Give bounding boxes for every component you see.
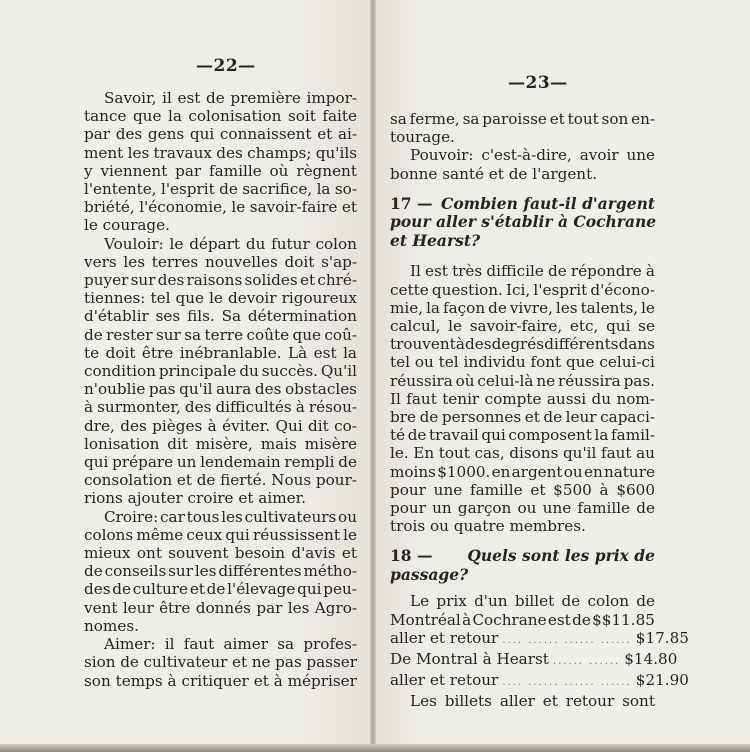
text-line: tance que la colonisation soit faite: [84, 107, 357, 126]
text-line: son temps à critiquer et à mépriser: [84, 671, 357, 690]
text-line: dre, des pièges à éviter. Qui dit co-: [84, 416, 357, 435]
price-label: aller et retour: [390, 628, 499, 647]
page-number-left: —22—: [196, 56, 256, 76]
price-amount: $21.90: [635, 671, 689, 690]
text-line: y viennent par famille où règnent: [84, 161, 357, 180]
text-line: Aimer: il faut aimer sa profes-: [104, 635, 357, 654]
text-line: bre de personnes et de leur capaci-: [390, 407, 655, 426]
text-line: nomes.: [84, 616, 139, 635]
text-line: sa ferme, sa paroisse et tout son en-: [390, 110, 655, 128]
text-line: l'entente, l'esprit de sacrifice, la so-: [84, 180, 357, 199]
text-line: té de travail qui composent la famil-: [390, 426, 655, 445]
question-text: Combien faut-il d'argent: [441, 193, 655, 213]
leader-dots: ...... ......: [552, 655, 621, 667]
text-line: te doit être inébranlable. Là est la: [84, 343, 357, 362]
right-page-text: [390, 110, 689, 711]
text-line: Montréal à Cochrane est de $$11.85: [390, 610, 655, 629]
text-line: Vouloir: le départ du futur colon: [104, 234, 357, 253]
left-page-text: [84, 89, 357, 690]
text-line: cette question. Ici, l'esprit d'écono-: [390, 280, 655, 299]
price-row: [390, 649, 678, 671]
text-line: ment les travaux des champs; qu'ils: [84, 143, 357, 162]
question-number: 17 —: [390, 193, 433, 213]
section-gap: [390, 183, 655, 195]
answer-18-continued: [390, 692, 655, 710]
text-line: Il est très difficile de répondre à: [410, 262, 655, 281]
price-row: [390, 628, 689, 650]
text-line: par des gens qui connaissent et ai-: [84, 125, 357, 144]
text-line: Croire: car tous les cultivateurs ou: [104, 507, 357, 526]
text-line: vent leur être donnés par les Agro-: [84, 598, 357, 617]
left-page: [0, 0, 372, 752]
answer-17: [390, 262, 655, 535]
text-line: tourage.: [390, 128, 455, 147]
question-text: Quels sont les prix de: [467, 546, 655, 566]
text-line: le courage.: [84, 216, 170, 235]
text-line: qui prépare un lendemain rempli de: [84, 453, 357, 472]
text-line: lonisation dit misère, mais misère: [84, 434, 357, 453]
price-label: aller et retour: [390, 671, 499, 690]
text-line: réussira où celui-là ne réussira pas.: [390, 371, 655, 390]
text-line: colons même ceux qui réussissent le: [84, 525, 357, 544]
text-line: tiennes: tel que le devoir rigoureux: [84, 289, 357, 308]
text-line: de rester sur sa terre coûte que coû-: [84, 325, 357, 344]
question-text: pour aller s'établir à Cochrane: [390, 212, 657, 232]
text-line: calcul, le savoir-faire, etc, qui se: [390, 316, 655, 335]
text-line: vers les terres nouvelles doit s'ap-: [84, 252, 357, 271]
paragraph-continuation: [390, 110, 655, 183]
book-gutter: [370, 0, 376, 752]
text-line: Il faut tenir compte aussi du nom-: [390, 389, 655, 408]
text-line: à surmonter, des difficultés à résou-: [84, 398, 357, 417]
text-line: pour un garçon ou une famille de: [390, 498, 655, 517]
text-line: consolation et de fierté. Nous pour-: [84, 471, 357, 490]
text-line: Pouvoir: c'est-à-dire, avoir une: [410, 146, 655, 165]
text-line: moins $1000. en argent ou en nature: [390, 462, 655, 481]
question-18-heading: [390, 547, 655, 584]
text-line: rions ajouter croire et aimer.: [84, 489, 307, 508]
price-list: [390, 628, 689, 693]
text-line: Savoir, il est de première impor-: [104, 89, 357, 107]
text-line: des de culture et de l'élevage qui peu-: [84, 580, 357, 599]
question-number: 18 —: [390, 546, 433, 566]
text-line: trois ou quatre membres.: [390, 517, 586, 536]
question-text: passage?: [390, 564, 469, 584]
question-text: et Hearst?: [390, 230, 481, 250]
text-line: d'établir ses fils. Sa détermination: [84, 307, 357, 326]
right-page: [374, 0, 750, 752]
leader-dots: .... ...... ...... ......: [502, 634, 632, 646]
section-gap: [390, 584, 655, 592]
text-line: mie, la façon de vivre, les talents, le: [390, 298, 655, 317]
answer-18: [390, 592, 655, 628]
price-amount: $17.85: [635, 628, 689, 647]
text-line: Les billets aller et retour sont: [410, 692, 655, 711]
text-line: trouvent à des degrés différents dans: [390, 335, 655, 354]
text-line: de conseils sur les différentes métho-: [84, 562, 357, 581]
text-line: mieux ont souvent besoin d'avis et: [84, 544, 357, 563]
price-row: [390, 671, 689, 692]
text-line: Le prix d'un billet de colon de: [410, 592, 655, 611]
text-line: le. En tout cas, disons qu'il faut au: [390, 444, 655, 463]
leader-dots: .... ...... ...... ......: [502, 677, 632, 689]
text-line: briété, l'économie, le savoir-faire et: [84, 198, 357, 217]
text-line: condition principale du succès. Qu'il: [84, 362, 357, 381]
price-amount: $14.80: [624, 649, 678, 668]
text-line: pour une famille et $500 à $600: [390, 480, 655, 499]
text-line: n'oublie pas qu'il aura des obstacles: [84, 380, 357, 399]
page-bottom-edge: [0, 744, 750, 752]
price-label: De Montral à Hearst: [390, 649, 549, 668]
text-line: bonne santé et de l'argent.: [390, 164, 598, 183]
text-line: sion de cultivateur et ne pas passer: [84, 653, 357, 672]
text-line: tel ou tel individu font que celui-ci: [390, 353, 655, 372]
question-17-heading: [390, 195, 655, 251]
section-gap: [390, 250, 655, 262]
page-number-right: —23—: [508, 73, 568, 93]
text-line: puyer sur des raisons solides et chré-: [84, 271, 357, 290]
